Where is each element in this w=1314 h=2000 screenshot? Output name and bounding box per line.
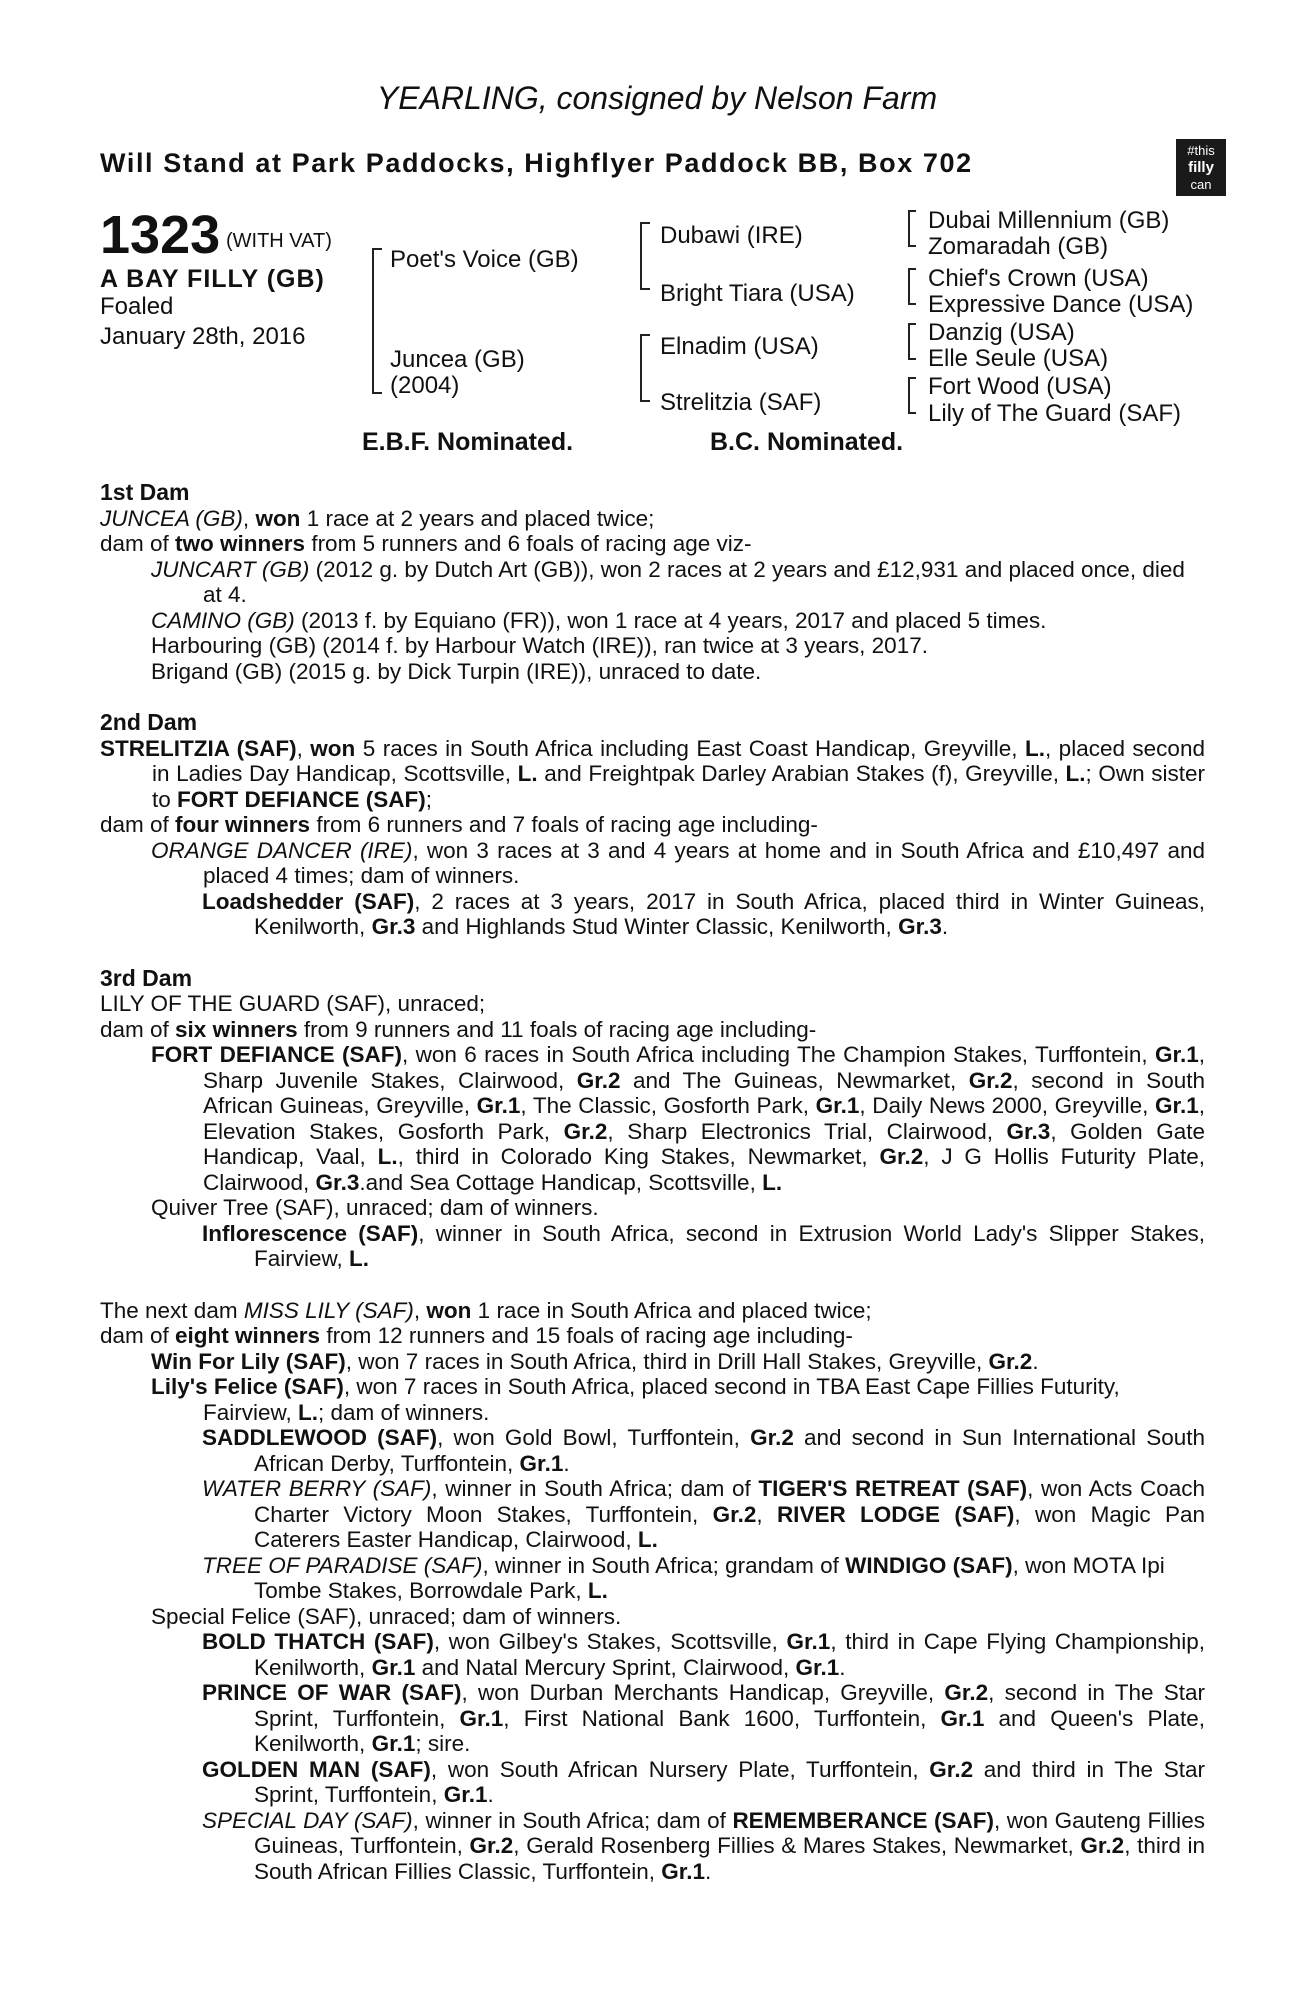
produce-entry: WATER BERRY (SAF), winner in South Africa; dam of TIGER'S RETREAT (SAF), won Acts Coach Charter Victory Moon Stakes, Turffontein, Gr.2, RIVER LODGE (SAF), won Magic Pan Caterers Easter Handicap, Clairwood, L. bbox=[202, 1476, 1205, 1552]
stand-location: Will Stand at Park Paddocks, Highflyer Paddock BB, Box 702 bbox=[100, 148, 973, 178]
produce-summary: dam of eight winners from 12 runners and 15 foals of racing age including- bbox=[100, 1323, 853, 1348]
g4-ancestor: Lily of The Guard (SAF) bbox=[928, 400, 1181, 427]
ebf-nomination: E.B.F. Nominated. bbox=[362, 428, 574, 456]
produce-entry: Special Felice (SAF), unraced; dam of winners. bbox=[151, 1603, 622, 1629]
g4-ancestor: Expressive Dance (USA) bbox=[928, 291, 1194, 318]
dam-entry: JUNCEA (GB), won 1 race at 2 years and placed twice; bbox=[100, 505, 655, 531]
produce-entry: SADDLEWOOD (SAF), won Gold Bowl, Turffontein, Gr.2 and second in Sun International South African Derby, Turffontein, Gr.1. bbox=[202, 1425, 1205, 1476]
g4-ancestor: Fort Wood (USA) bbox=[928, 373, 1112, 400]
produce-entry: FORT DEFIANCE (SAF), won 6 races in South Africa including The Champion Stakes, Turffontein, Gr.1, Sharp Juvenile Stakes, Clairwood, Gr.2 and The Guineas, Newmarket, Gr.2, second in South African Guineas, Greyville, Gr.1, The Classic, Gosforth Park, Gr.1, Daily News 2000, Greyville, Gr.1, Elevation Stakes, Gosforth Park, Gr.2, Sharp Electronics Trial, Clairwood, Gr.3, Golden Gate Handicap, Vaal, L., third in Colorado King Stakes, Newmarket, Gr.2, J G Hollis Futurity Plate, Clairwood, Gr.3.and Sea Cottage Handicap, Scottsville, L. bbox=[151, 1042, 1205, 1195]
next-dam-section bbox=[100, 1298, 1205, 1885]
foaled-date: January 28th, 2016 bbox=[100, 323, 306, 350]
foaled-label: Foaled bbox=[100, 293, 174, 320]
dam-entry: STRELITZIA (SAF), won 5 races in South Africa including East Coast Handicap, Greyville, L., placed second in Ladies Day Handicap, Scottsville, L. and Freightpak Darley Arabian Stakes (f), Greyville, L.; Own sister to FORT DEFIANCE (SAF); bbox=[100, 735, 1205, 812]
g4-ancestor: Danzig (USA) bbox=[928, 319, 1075, 346]
pedigree-bracket bbox=[908, 323, 916, 360]
produce-summary: dam of six winners from 9 runners and 11 foals of racing age including- bbox=[100, 1016, 817, 1042]
produce-summary: dam of four winners from 6 runners and 7 foals of racing age including- bbox=[100, 812, 818, 837]
produce-entry: SPECIAL DAY (SAF), winner in South Africa; dam of REMEMBERANCE (SAF), won Gauteng Fillies Guineas, Turffontein, Gr.2, Gerald Rosenberg Fillies & Mares Stakes, Newmarket, Gr.2, third in South African Fillies Classic, Turffontein, Gr.1. bbox=[202, 1807, 1206, 1884]
dam-entry: LILY OF THE GUARD (SAF), unraced; bbox=[100, 991, 486, 1016]
produce-entry: TREE OF PARADISE (SAF), winner in South Africa; grandam of WINDIGO (SAF), won MOTA Ipi Tombe Stakes, Borrowdale Park, L. bbox=[202, 1552, 1165, 1603]
logo-line: can bbox=[1190, 177, 1212, 192]
pedigree-bracket bbox=[908, 268, 916, 305]
g4-ancestor: Chief's Crown (USA) bbox=[928, 265, 1149, 292]
g4-ancestor: Elle Seule (USA) bbox=[928, 345, 1109, 372]
pedigree-bracket bbox=[640, 334, 650, 402]
logo-line: #this bbox=[1187, 143, 1215, 158]
g4-ancestor: Zomaradah (GB) bbox=[928, 233, 1109, 260]
produce-entry: PRINCE OF WAR (SAF), won Durban Merchants Handicap, Greyville, Gr.2, second in The Star Sprint, Turffontein, Gr.1, First National Bank 1600, Turffontein, Gr.1 and Queen's Plate, Kenilworth, Gr.1; sire. bbox=[202, 1680, 1205, 1756]
dam-name: Juncea (GB) bbox=[390, 346, 525, 373]
produce-entry: CAMINO (GB) (2013 f. by Equiano (FR)), won 1 race at 4 years, 2017 and placed 5 times. bbox=[151, 607, 1047, 633]
this-filly-can-logo bbox=[1176, 139, 1226, 196]
produce-entry: Harbouring (GB) (2014 f. by Harbour Watch (IRE)), ran twice at 3 years, 2017. bbox=[151, 633, 928, 658]
pedigree-bracket bbox=[372, 248, 382, 394]
produce-entry: Inflorescence (SAF), winner in South Africa, second in Extrusion World Lady's Slipper Stakes, Fairview, L. bbox=[202, 1220, 1205, 1271]
first-dam-section bbox=[100, 480, 1205, 684]
section-heading: 1st Dam bbox=[100, 479, 190, 505]
third-dam-section bbox=[100, 966, 1205, 1272]
produce-entry: ORANGE DANCER (IRE), won 3 races at 3 and 4 years at home and in South Africa and £10,497 and placed 4 times; dam of winners. bbox=[151, 837, 1205, 888]
section-heading: 2nd Dam bbox=[100, 709, 198, 735]
logo-line: filly bbox=[1188, 159, 1214, 176]
page-title: YEARLING, consigned by Nelson Farm bbox=[376, 80, 938, 116]
sire-name: Poet's Voice (GB) bbox=[390, 246, 579, 273]
dam-sire-name: Elnadim (USA) bbox=[660, 333, 819, 360]
produce-entry: Brigand (GB) (2015 g. by Dick Turpin (IRE)), unraced to date. bbox=[151, 658, 762, 684]
pedigree-bracket bbox=[640, 222, 650, 290]
lot-description: A BAY FILLY (GB) bbox=[100, 265, 325, 293]
lot-number: 1323 bbox=[100, 205, 221, 265]
sire-sire-name: Dubawi (IRE) bbox=[660, 222, 803, 249]
foaled-info bbox=[100, 292, 306, 352]
section-heading: 3rd Dam bbox=[100, 964, 193, 991]
dam-year: (2004) bbox=[390, 372, 460, 399]
produce-entry: JUNCART (GB) (2012 g. by Dutch Art (GB)), won 2 races at 2 years and £12,931 and placed once, died at 4. bbox=[151, 556, 1185, 607]
dam-entry: The next dam MISS LILY (SAF), won 1 race in South Africa and placed twice; bbox=[100, 1297, 872, 1323]
bc-nomination: B.C. Nominated. bbox=[710, 428, 904, 456]
produce-entry: Win For Lily (SAF), won 7 races in South Africa, third in Drill Hall Stakes, Greyville, Gr.2. bbox=[151, 1348, 1039, 1374]
sire-dam-name: Bright Tiara (USA) bbox=[660, 280, 855, 307]
vat-note: (WITH VAT) bbox=[226, 230, 332, 252]
produce-entry: Lily's Felice (SAF), won 7 races in South Africa, placed second in TBA East Cape Fillies Futurity, Fairview, L.; dam of winners. bbox=[151, 1374, 1120, 1425]
pedigree-bracket bbox=[908, 210, 916, 247]
catalogue-body bbox=[100, 480, 1205, 1884]
g4-ancestor: Dubai Millennium (GB) bbox=[928, 207, 1170, 234]
dam-dam-name: Strelitzia (SAF) bbox=[660, 389, 822, 416]
produce-summary: dam of two winners from 5 runners and 6 foals of racing age viz- bbox=[100, 531, 752, 556]
produce-entry: GOLDEN MAN (SAF), won South African Nursery Plate, Turffontein, Gr.2 and third in The Star Sprint, Turffontein, Gr.1. bbox=[202, 1756, 1205, 1807]
produce-entry: Loadshedder (SAF), 2 races at 3 years, 2017 in South Africa, placed third in Winter Guineas, Kenilworth, Gr.3 and Highlands Stud Winter Classic, Kenilworth, Gr.3. bbox=[202, 888, 1205, 939]
second-dam-section bbox=[100, 710, 1205, 940]
produce-entry: Quiver Tree (SAF), unraced; dam of winners. bbox=[151, 1195, 599, 1220]
produce-entry: BOLD THATCH (SAF), won Gilbey's Stakes, Scottsville, Gr.1, third in Cape Flying Championship, Kenilworth, Gr.1 and Natal Mercury Sprint, Clairwood, Gr.1. bbox=[202, 1629, 1205, 1680]
pedigree-bracket bbox=[908, 377, 916, 414]
